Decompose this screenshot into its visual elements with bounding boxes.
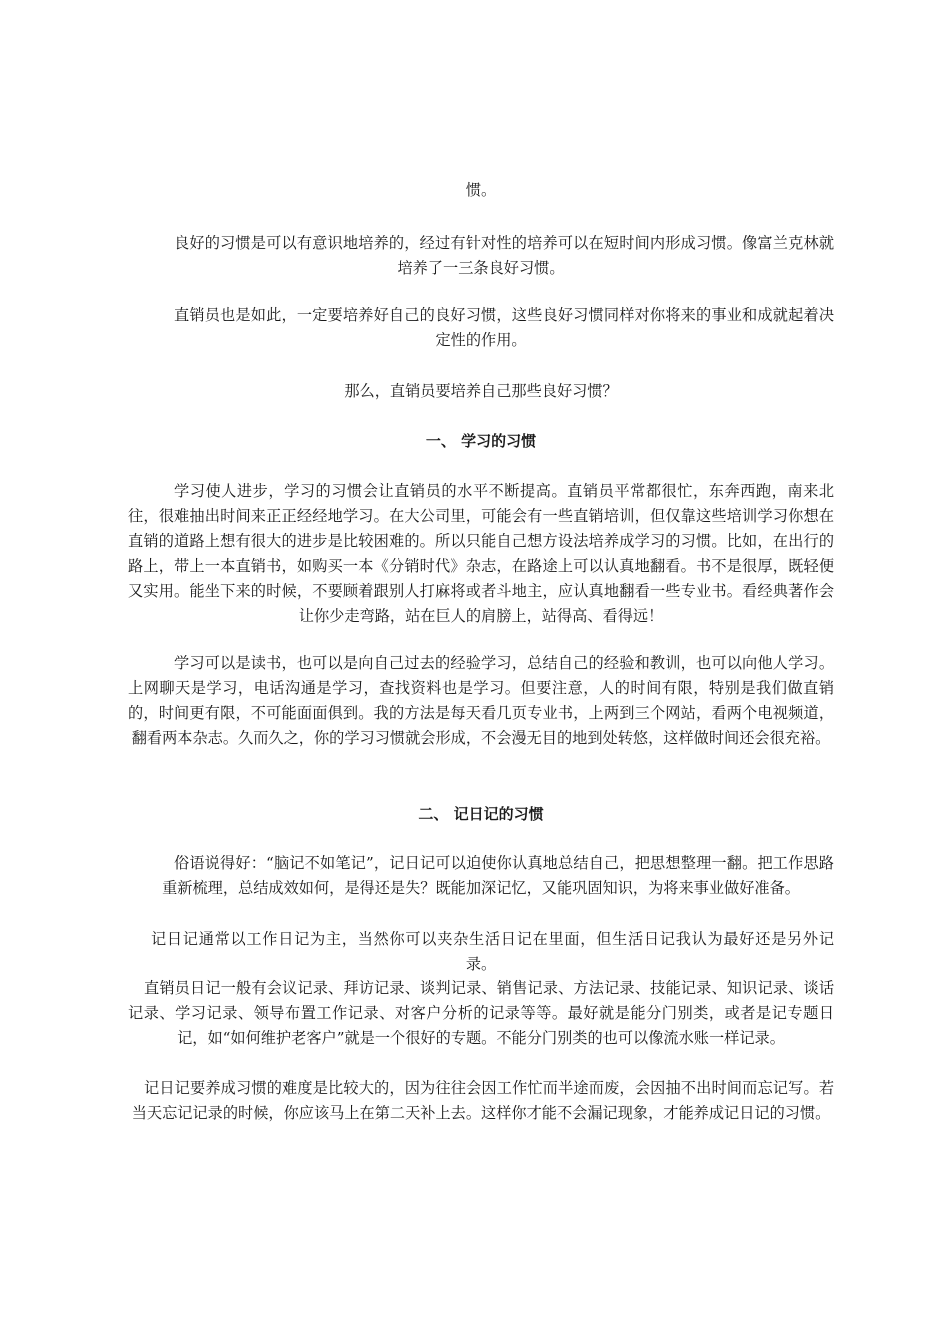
paragraph-diary-3: 直销员日记一般有会议记录、拜访记录、谈判记录、销售记录、方法记录、技能记录、知识记录、谈话记录、学习记录、领导布置工作记录、对客户分析的记录等等。最好就是能分门别类，或者是记专题日记，如“如何维护老客户”就是一个很好的专题。不能分门别类的也可以像流水账一样记录。	[128, 979, 834, 1047]
paragraph-learning-1: 学习使人进步，学习的习惯会让直销员的水平不断提高。直销员平常都很忙，东奔西跑，南来北往，很难抽出时间来正正经经地学习。在大公司里，可能会有一些直销培训，但仅靠这些培训学习你想在直销的道路上想有很大的进步是比较困难的。所以只能自己想方设法培养成学习的习惯。比如，在出行的路上，带上一本直销书，如购买一本《分销时代》杂志，在路途上可以认真地翻看。书不是很厚，既轻便又实用。能坐下来的时候，不要顾着跟别人打麻将或者斗地主，应认真地翻看一些专业书。看经典著作会让你少走弯路，站在巨人的肩膀上，站得高、看得远！	[128, 482, 834, 625]
heading-diary-habit: 二、 记日记的习惯	[418, 805, 544, 823]
paragraph-continuation: 惯。	[465, 181, 497, 199]
paragraph-question: 那么，直销员要培养自己那些良好习惯？	[344, 382, 618, 400]
paragraph-good-habits: 良好的习惯是可以有意识地培养的，经过有针对性的培养可以在短时间内形成习惯。像富兰克林就培养了一三条良好习惯。	[174, 234, 834, 277]
paragraph-diary-2: 记日记通常以工作日记为主，当然你可以夹杂生活日记在里面，但生活日记我认为最好还是另外记录。	[151, 930, 834, 973]
paragraph-diary-4: 记日记要养成习惯的难度是比较大的，因为往往会因工作忙而半途而废，会因抽不出时间而忘记写。若当天忘记记录的时候，你应该马上在第二天补上去。这样你才能不会漏记现象，才能养成记日记的习惯。	[131, 1079, 834, 1122]
paragraph-diary-1: 俗语说得好：“脑记不如笔记”，记日记可以迫使你认真地总结自己，把思想整理一翻。把工作思路重新梳理，总结成效如何，是得还是失？既能加深记忆，又能巩固知识，为将来事业做好准备。	[162, 854, 834, 897]
heading-learning-habit: 一、 学习的习惯	[425, 432, 537, 450]
paragraph-learning-2: 学习可以是读书，也可以是向自己过去的经验学习，总结自己的经验和教训，也可以向他人学习。上网聊天是学习，电话沟通是学习，查找资料也是学习。但要注意，人的时间有限，特别是我们做直销的，时间更有限，不可能面面俱到。我的方法是每天看几页专业书，上两到三个网站，看两个电视频道，翻看两本杂志。久而久之，你的学习习惯就会形成，不会漫无目的地到处转悠，这样做时间还会很充裕。	[128, 654, 834, 747]
paragraph-direct-sellers: 直销员也是如此，一定要培养好自己的良好习惯，这些良好习惯同样对你将来的事业和成就起着决定性的作用。	[174, 306, 834, 349]
